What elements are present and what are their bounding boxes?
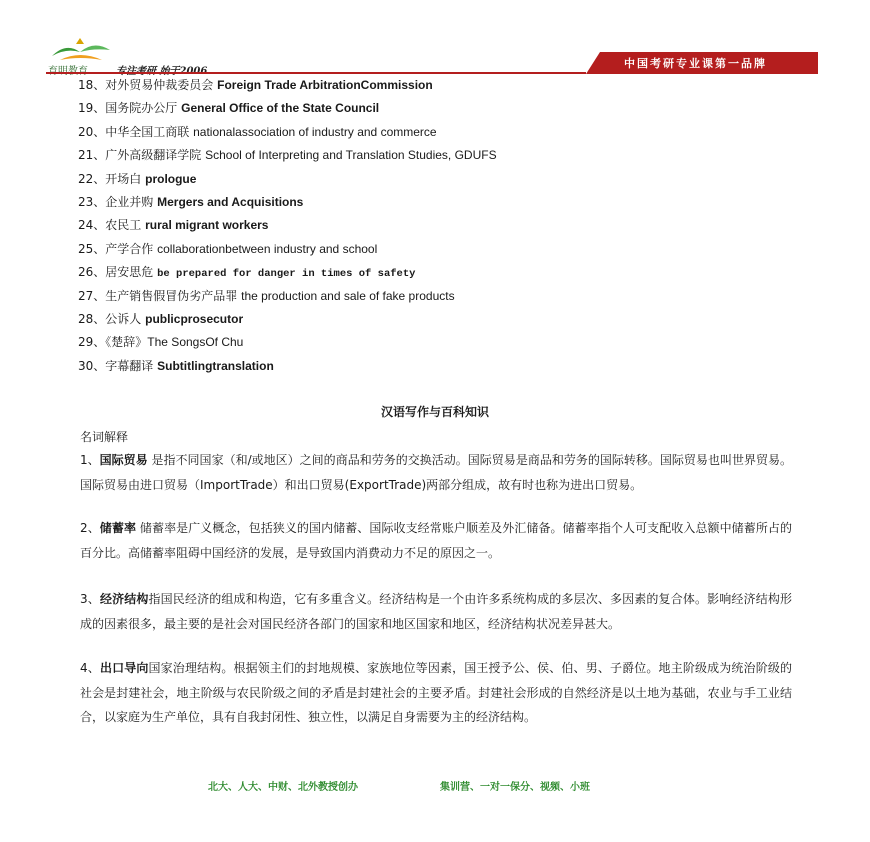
page-header — [0, 0, 870, 80]
list-item — [78, 97, 838, 120]
paragraph-4 — [80, 656, 792, 730]
paragraph-body: 指国民经济的组成和构造，它有多重含义。经济结构是一个由许多系统构成的多层次、多因素的复合体。影响经济结构形成的因素很多，最主要的是社会对国民经济各部门的国家和地区国家和地区，经济结构状况差异甚大。 — [80, 592, 792, 631]
footer-left-text: 北大、人大、中财、北外教授创办 — [208, 782, 358, 793]
list-item-number: 26、 — [78, 265, 106, 280]
list-item — [78, 74, 838, 97]
list-item — [78, 285, 838, 308]
list-item-number: 29、 — [78, 335, 106, 350]
paragraph-body: 储蓄率是广义概念，包括狭义的国内储蓄、国际收支经常账户顺差及外汇储备。储蓄率指个人可支配收入总额中储蓄所占的百分比。高储蓄率阻碍中国经济的发展，是导致国内消费动力不足的原因之一。 — [80, 521, 792, 560]
list-item-english: Subtitlingtranslation — [157, 358, 274, 373]
paragraph-number: 3、 — [80, 592, 100, 606]
list-item-number: 21、 — [78, 148, 106, 163]
list-item-chinese: 产学合作 — [105, 241, 158, 256]
list-item-english: publicprosecutor — [145, 311, 244, 326]
list-item — [78, 214, 838, 237]
list-item-number: 20、 — [78, 124, 106, 139]
list-item — [78, 168, 838, 191]
list-item-chinese: 农民工 — [105, 218, 146, 233]
list-item-chinese: 《楚辞》 — [105, 335, 148, 350]
paragraph-term: 储蓄率 — [99, 521, 137, 535]
paragraph-3 — [80, 587, 792, 636]
list-item-english: rural migrant workers — [145, 218, 269, 233]
list-item-chinese: 国务院办公厅 — [105, 101, 182, 116]
list-item-english: General Office of the State Council — [181, 101, 380, 116]
list-item-number: 18、 — [78, 78, 106, 92]
paragraph-number: 2、 — [80, 521, 100, 535]
paragraph-term: 国际贸易 — [99, 453, 148, 467]
list-item-chinese: 开场白 — [105, 171, 146, 186]
list-item-english: School of Interpreting and Translation Studies, GDUFS — [205, 148, 497, 163]
list-item-number: 23、 — [78, 194, 106, 209]
paragraph-body: 是指不同国家（和/或地区）之间的商品和劳务的交换活动。国际贸易是商品和劳务的国际转移。国际贸易也叫世界贸易。 国际贸易由进口贸易（ImportTrade）和出口贸易(ExportTrade)两部分组成，故有时也称为进出口贸易。 — [80, 453, 792, 492]
list-item-number: 27、 — [78, 288, 106, 303]
list-item-english: prologue — [145, 171, 197, 186]
list-item — [78, 238, 838, 261]
list-item-number: 19、 — [78, 101, 106, 116]
list-item-number: 25、 — [78, 241, 106, 256]
list-item — [78, 261, 838, 284]
list-item-number: 24、 — [78, 218, 106, 233]
list-item-chinese: 广外高级翻译学院 — [105, 148, 206, 163]
list-item — [78, 121, 838, 144]
footer-right-text: 集训营、一对一保分、视频、小班 — [440, 782, 590, 793]
list-item-number: 30、 — [78, 358, 106, 373]
list-item-english: The SongsOf Chu — [147, 335, 244, 350]
list-item-english: Foreign Trade ArbitrationCommission — [217, 78, 433, 92]
paragraph-term: 出口导向 — [99, 661, 149, 675]
section-subtitle: 名词解释 — [80, 430, 129, 444]
list-item-english: the production and sale of fake products — [241, 288, 455, 303]
list-item — [78, 144, 838, 167]
header-band-text: 中国考研专业课第一品牌 — [624, 57, 767, 70]
list-item — [78, 308, 838, 331]
paragraph-body: 国家治理结构。根据领主们的封地规模、家族地位等因素，国王授予公、侯、伯、男、子爵位。地主阶级成为统治阶级的社会是封建社会，地主阶级与农民阶级之间的矛盾是封建社会的主要矛盾。封建社会形成的自然经济是以土地为基础，农业与手工业结合，以家庭为生产单位，具有自我封闭性、独立性，以满足自身需要为主的经济结构。 — [80, 661, 792, 724]
list-item — [78, 355, 838, 378]
list-item-chinese: 对外贸易仲裁委员会 — [105, 78, 218, 92]
list-item-number: 22、 — [78, 171, 106, 186]
paragraph-number: 4、 — [80, 661, 100, 675]
list-item-chinese: 生产销售假冒伪劣产品罪 — [105, 288, 242, 303]
terms-list — [78, 74, 838, 378]
list-item-english: collaborationbetween industry and school — [157, 241, 378, 256]
paragraph-1 — [80, 448, 792, 497]
list-item-chinese: 企业并购 — [105, 194, 158, 209]
list-item-chinese: 居安思危 — [105, 265, 158, 280]
list-item-chinese: 公诉人 — [105, 311, 146, 326]
list-item — [78, 191, 838, 214]
paragraph-term: 经济结构 — [99, 592, 149, 606]
paragraph-2 — [80, 516, 792, 565]
list-item — [78, 331, 838, 354]
list-item-chinese: 中华全国工商联 — [105, 124, 194, 139]
paragraph-number: 1、 — [80, 453, 100, 467]
list-item-english: Mergers and Acquisitions — [157, 194, 304, 209]
list-item-english: nationalassociation of industry and commerce — [193, 124, 437, 139]
list-item-chinese: 字幕翻译 — [105, 358, 158, 373]
section-title: 汉语写作与百科知识 — [380, 405, 489, 419]
list-item-english: be prepared for danger in times of safety — [157, 268, 416, 281]
list-item-number: 28、 — [78, 311, 106, 326]
